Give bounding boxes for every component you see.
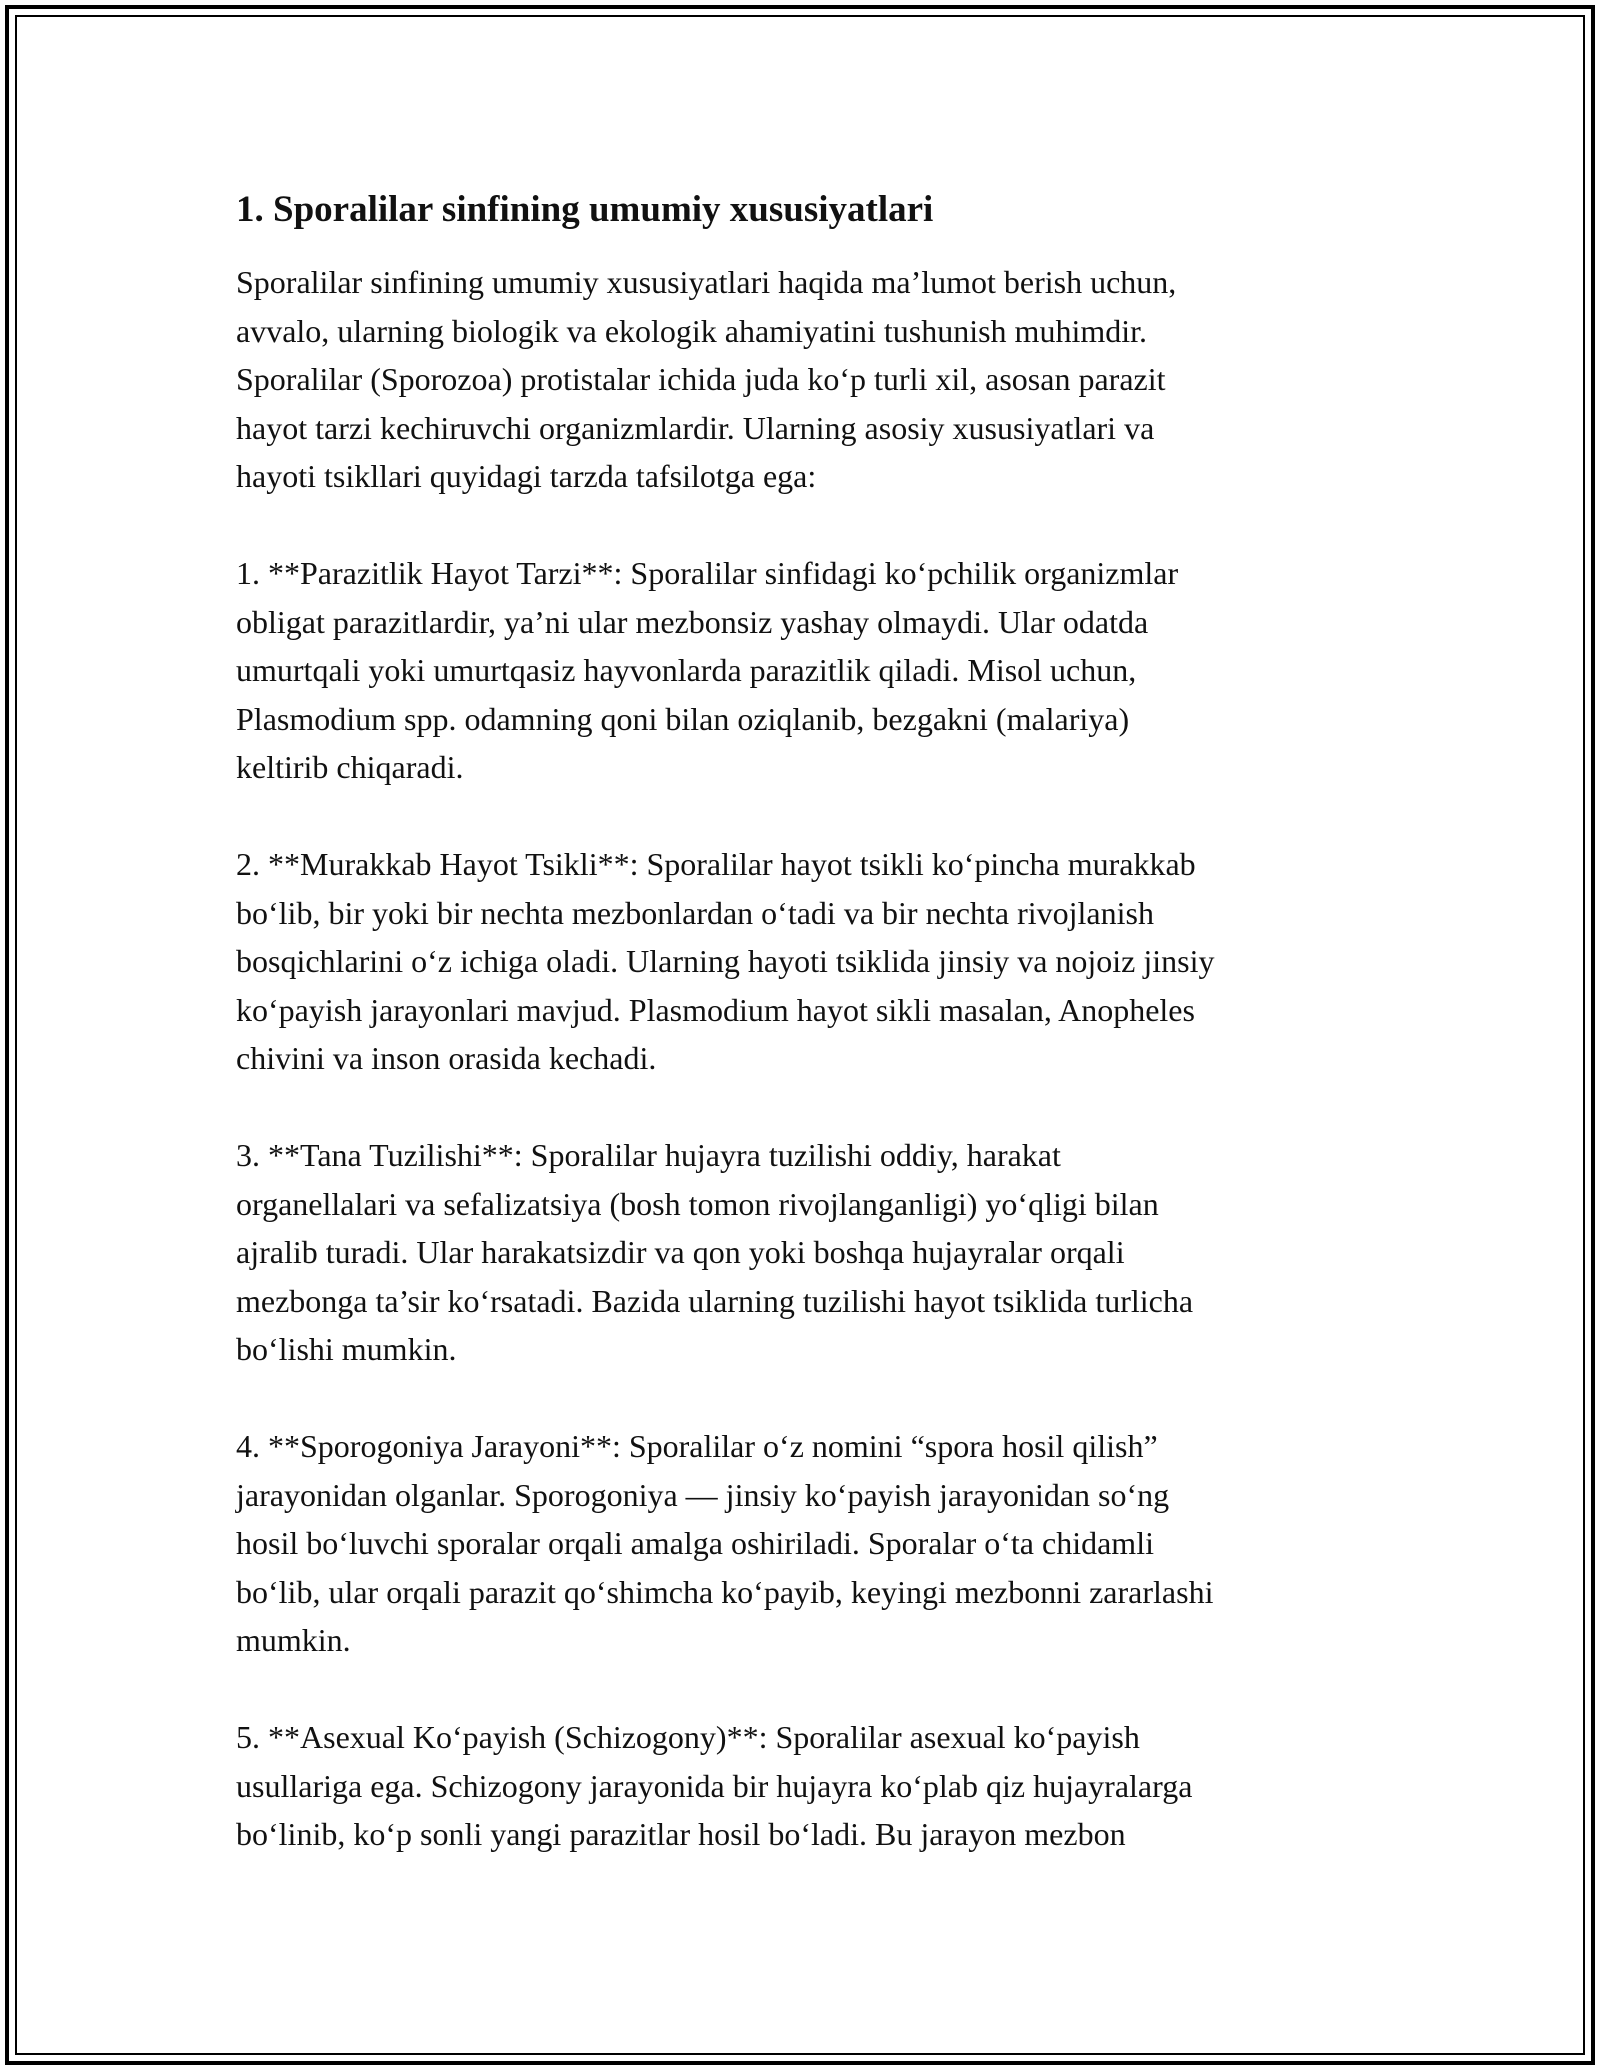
section-heading: 1. Sporalilar sinfining umumiy xususiyatlari <box>236 189 934 230</box>
intro-paragraph: Sporalilar sinfining umumiy xususiyatlari haqida ma’lumot berish uchun, avvalo, ularning biologik va ekologik ahamiyatini tushunish muhimdir. Sporalilar (Sporozoa) protistalar ichida juda ko‘p turli xil, asosan parazit hayot tarzi kechiruvchi organizmlardir. Ularning asosiy xususiyatlari va hayoti tsikllari quyidagi tarzda tafsilotga ega: <box>236 264 1177 494</box>
document-body <box>236 186 1366 1907</box>
paragraph-asexual-reproduction: 5. **Asexual Ko‘payish (Schizogony)**: Sporalilar asexual ko‘payish usullariga ega. Schizogony jarayonida bir hujayra ko‘plab qiz hujayralarga bo‘linib, ko‘p sonli yangi parazitlar hosil bo‘ladi. Bu jarayon mezbon <box>236 1719 1193 1852</box>
paragraph-complex-life-cycle: 2. **Murakkab Hayot Tsikli**: Sporalilar hayot tsikli ko‘pincha murakkab bo‘lib, bir yoki bir nechta mezbonlardan o‘tadi va bir nechta rivojlanish bosqichlarini o‘z ichiga oladi. Ularning hayoti tsiklida jinsiy va nojoiz jinsiy ko‘payish jarayonlari mavjud. Plasmodium hayot sikli masalan, Anopheles chivini va inson orasida kechadi. <box>236 846 1215 1076</box>
paragraph-sporogony: 4. **Sporogoniya Jarayoni**: Sporalilar o‘z nomini “spora hosil qilish” jarayonidan olganlar. Sporogoniya — jinsiy ko‘payish jarayonidan so‘ng hosil bo‘luvchi sporalar orqali amalga oshiriladi. Sporalar o‘ta chidamli bo‘lib, ular orqali parazit qo‘shimcha ko‘payib, keyingi mezbonni zararlashi mumkin. <box>236 1428 1214 1658</box>
paragraph-parasitic-lifestyle: 1. **Parazitlik Hayot Tarzi**: Sporalilar sinfidagi ko‘pchilik organizmlar obligat parazitlardir, ya’ni ular mezbonsiz yashay olmaydi. Ular odatda umurtqali yoki umurtqasiz hayvonlarda parazitlik qiladi. Misol uchun, Plasmodium spp. odamning qoni bilan oziqlanib, bezgakni (malariya) keltirib chiqaradi. <box>236 555 1179 785</box>
paragraph-body-structure: 3. **Tana Tuzilishi**: Sporalilar hujayra tuzilishi oddiy, harakat organellalari va sefalizatsiya (bosh tomon rivojlanganligi) yo‘qligi bilan ajralib turadi. Ular harakatsizdir va qon yoki boshqa hujayralar orqali mezbonga ta’sir ko‘rsatadi. Bazida ularning tuzilishi hayot tsiklida turlicha bo‘lishi mumkin. <box>236 1137 1194 1367</box>
